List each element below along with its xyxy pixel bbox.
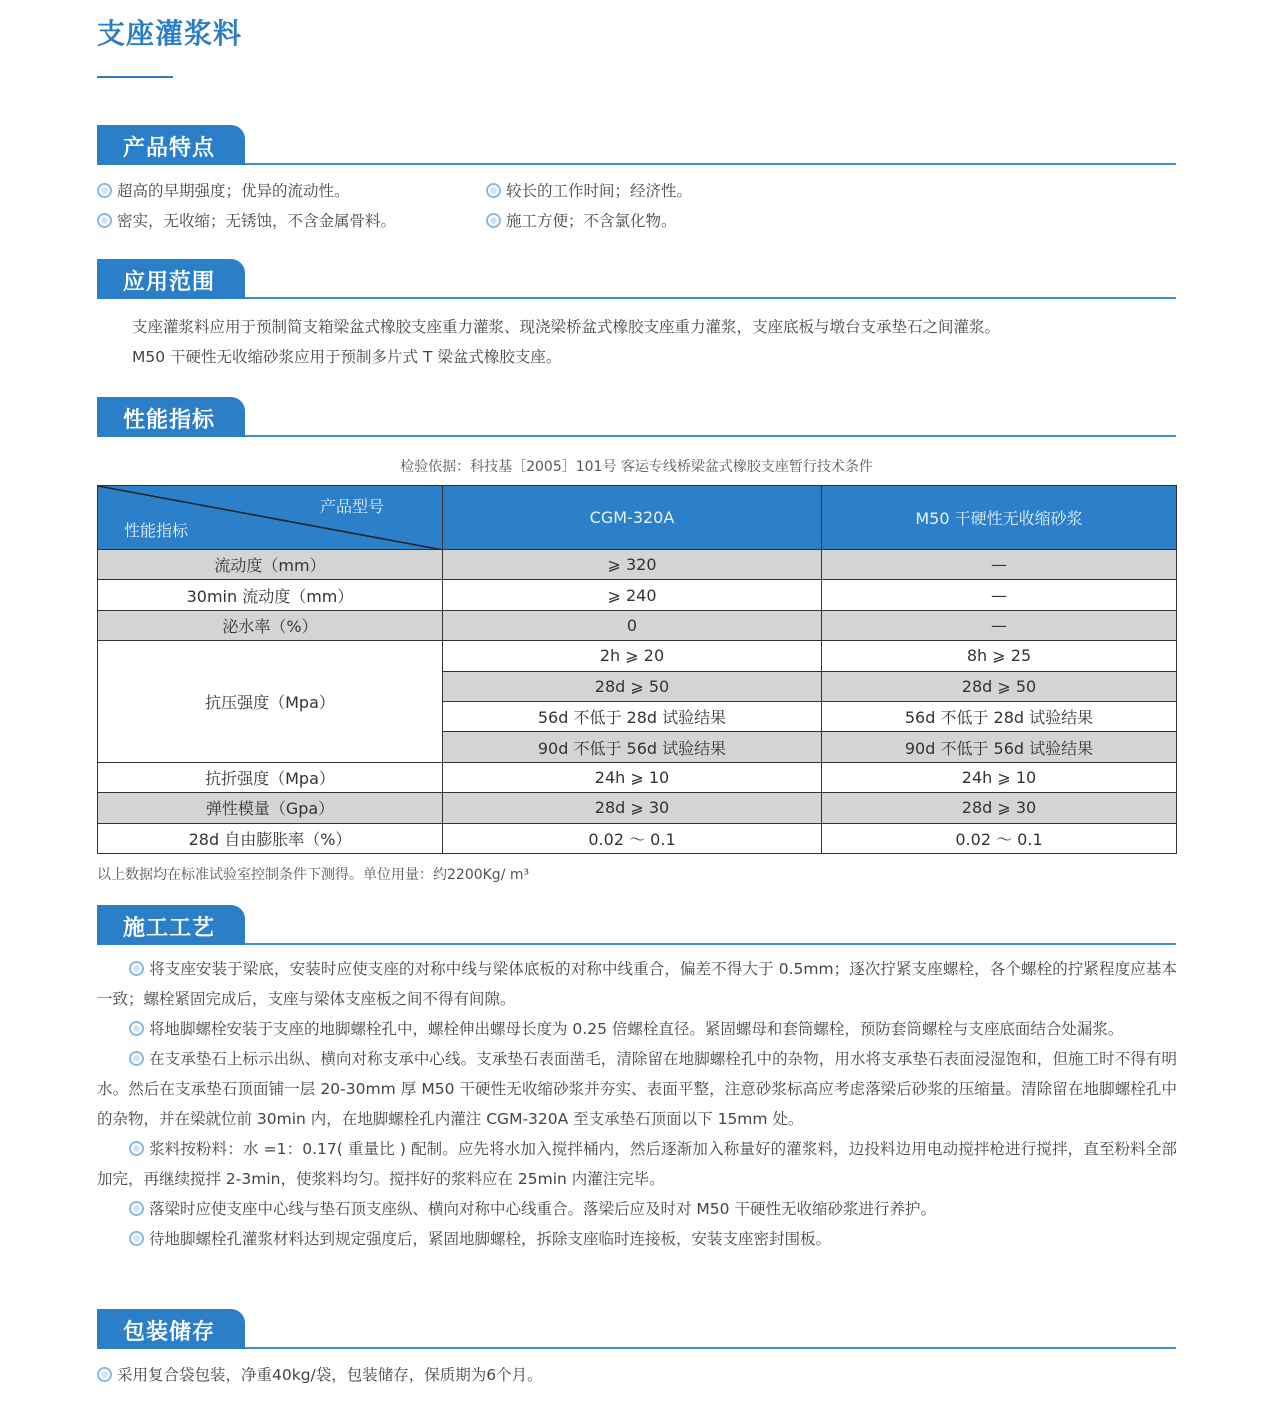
bullet-icon [129,1231,144,1246]
performance-table [97,485,1177,854]
cell: 56d 不低于 28d 试验结果 [822,701,1177,731]
table-row [98,793,1177,823]
scope-line: M50 干硬性无收缩砂浆应用于预制多片式 T 梁盆式橡胶支座。 [132,348,562,366]
process-text: 落梁时应使支座中心线与垫石顶支座纵、横向对称中心线重合。落梁后应及时对 M50 干硬性无收缩砂浆进行养护。 [149,1200,936,1218]
packaging-item [97,1363,543,1385]
row-label: 抗压强度（Mpa） [98,641,443,763]
section-packaging-header [97,1311,1176,1349]
table-row [98,610,1177,640]
cell: — [822,550,1177,580]
corner-top-label: 产品型号 [319,497,384,516]
section-performance-header [97,399,1176,437]
process-paragraphs [97,954,1177,1254]
bullet-icon [129,1051,144,1066]
cell: 28d ⩾ 50 [822,671,1177,701]
process-text: 将地脚螺栓安装于支座的地脚螺栓孔中，螺栓伸出螺母长度为 0.25 倍螺栓直径。紧固螺母和套筒螺栓，预防套筒螺栓与支座底面结合处漏浆。 [149,1020,1124,1038]
process-step [97,1044,1177,1134]
process-text: 在支承垫石上标示出纵、横向对称支承中心线。支承垫石表面凿毛，清除留在地脚螺栓孔中的杂物，用水将支承垫石表面浸湿饱和，但施工时不得有明水。然后在支承垫石顶面铺一层 20-30mm 厚 M50 干硬性无收缩砂浆并夯实、表面平整，注意砂浆标高应考虑落梁后砂浆的压缩量。清除留在地脚螺栓孔中的杂物，并在梁就位前 30min 内，在地脚螺栓孔内灌注 CGM-320A 至支承垫石顶面以下 15mm 处。 [97,1050,1177,1128]
table-row [98,580,1177,610]
process-step [97,1224,1177,1254]
bullet-icon [129,1201,144,1216]
packaging-text: 采用复合袋包装，净重40kg/袋，包装储存，保质期为6个月。 [117,1366,543,1384]
table-row [98,823,1177,853]
cell: 8h ⩾ 25 [822,641,1177,671]
feature-item [97,179,350,201]
process-text: 浆料按粉料：水 =1：0.17( 重量比 ) 配制。应先将水加入搅拌桶内，然后逐渐加入称量好的灌浆料，边投料边用电动搅拌枪进行搅拌，直至粉料全部加完，再继续搅拌 2-3min，使浆料均匀。搅拌好的浆料应在 25min 内灌注完毕。 [97,1140,1177,1188]
title-underline [97,76,173,78]
cell: 56d 不低于 28d 试验结果 [443,701,822,731]
bullet-icon [129,1021,144,1036]
process-step [97,954,1177,1014]
cell: 90d 不低于 56d 试验结果 [443,732,822,762]
table-row [98,550,1177,580]
bullet-icon [97,183,112,198]
cell: 0 [443,610,822,640]
cell: — [822,610,1177,640]
feature-item [97,209,396,231]
process-text: 待地脚螺栓孔灌浆材料达到规定强度后，紧固地脚螺栓，拆除支座临时连接板，安装支座密封围板。 [149,1230,832,1248]
bullet-icon [129,961,144,976]
process-text: 将支座安装于梁底，安装时应使支座的对称中线与梁体底板的对称中线重合，偏差不得大于 0.5mm；逐次拧紧支座螺栓，各个螺栓的拧紧程度应基本一致；螺栓紧固完成后，支座与梁体支座板之间不得有间隙。 [97,960,1177,1008]
cell: 90d 不低于 56d 试验结果 [822,732,1177,762]
bullet-icon [486,213,501,228]
feature-text: 密实，无收缩；无锈蚀，不含金属骨料。 [117,212,397,230]
row-label: 30min 流动度（mm） [98,580,443,610]
bullet-icon [97,213,112,228]
section-tab: 应用范围 [97,259,245,299]
row-label: 泌水率（%） [98,610,443,640]
section-process-header [97,907,1176,945]
feature-text: 施工方便；不含氯化物。 [506,212,677,230]
cell: 2h ⩾ 20 [443,641,822,671]
cell: 28d ⩾ 50 [443,671,822,701]
corner-bottom-label: 性能指标 [124,521,189,540]
bullet-icon [97,1367,112,1382]
column-header: CGM-320A [443,486,822,550]
section-tab: 产品特点 [97,125,245,165]
feature-item [486,209,677,231]
section-scope-header [97,261,1176,299]
section-tab: 性能指标 [97,397,245,437]
cell: 0.02 ～ 0.1 [822,823,1177,853]
row-label: 28d 自由膨胀率（%） [98,823,443,853]
cell: 24h ⩾ 10 [822,762,1177,792]
row-label: 抗折强度（Mpa） [98,762,443,792]
section-tab: 施工工艺 [97,905,245,945]
bullet-icon [129,1141,144,1156]
process-step [97,1134,1177,1194]
table-header-row [98,486,1177,550]
cell: 28d ⩾ 30 [443,793,822,823]
cell: 28d ⩾ 30 [822,793,1177,823]
section-features-header [97,127,1176,165]
corner-header [98,486,443,550]
cell: — [822,580,1177,610]
table-note: 以上数据均在标准试验室控制条件下测得。单位用量：约2200Kg/ m³ [97,867,530,883]
page-title: 支座灌浆料 [97,17,243,50]
feature-text: 较长的工作时间；经济性。 [506,182,693,200]
section-tab: 包装储存 [97,1309,245,1349]
cell: ⩾ 320 [443,550,822,580]
cell: 24h ⩾ 10 [443,762,822,792]
feature-text: 超高的早期强度；优异的流动性。 [117,182,350,200]
table-row [98,641,1177,671]
table-caption: 检验依据：科技基［2005］101号 客运专线桥梁盆式橡胶支座暂行技术条件 [400,459,873,475]
process-step [97,1014,1177,1044]
column-header: M50 干硬性无收缩砂浆 [822,486,1177,550]
bullet-icon [486,183,501,198]
row-label: 流动度（mm） [98,550,443,580]
cell: ⩾ 240 [443,580,822,610]
table-row [98,762,1177,792]
scope-line: 支座灌浆料应用于预制简支箱梁盆式橡胶支座重力灌浆、现浇梁桥盆式橡胶支座重力灌浆，支座底板与墩台支承垫石之间灌浆。 [132,318,1001,336]
cell: 0.02 ～ 0.1 [443,823,822,853]
feature-item [486,179,692,201]
process-step [97,1194,1177,1224]
row-label: 弹性模量（Gpa） [98,793,443,823]
